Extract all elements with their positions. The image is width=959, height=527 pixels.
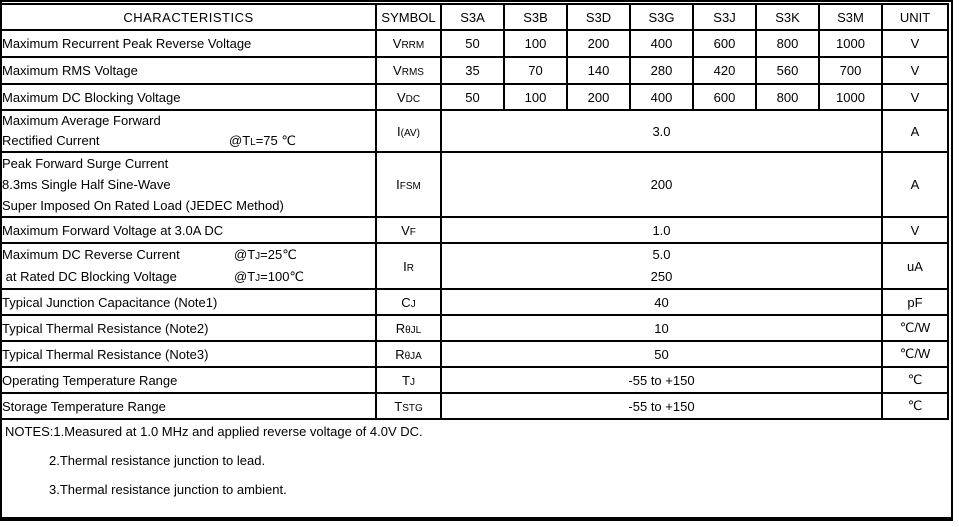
symbol-cell: IFSM bbox=[376, 152, 441, 217]
unit-cell: V bbox=[882, 30, 948, 57]
test-condition: @TJ=25℃ bbox=[234, 247, 297, 262]
value-cell: 35 bbox=[441, 57, 504, 84]
unit-cell: ℃/W bbox=[882, 315, 948, 341]
value-cell: 700 bbox=[819, 57, 882, 84]
unit-cell: ℃ bbox=[882, 393, 948, 419]
value-cell: 50 bbox=[441, 30, 504, 57]
characteristic-label: Storage Temperature Range bbox=[2, 393, 376, 419]
header-part-s3j: S3J bbox=[693, 4, 756, 30]
value-cell: 100 bbox=[504, 30, 567, 57]
unit-cell: pF bbox=[882, 289, 948, 315]
unit-cell: ℃ bbox=[882, 367, 948, 393]
header-part-s3a: S3A bbox=[441, 4, 504, 30]
symbol-cell: VDC bbox=[376, 84, 441, 110]
value-cell-span: 1.0 bbox=[441, 217, 882, 243]
symbol-cell: VRRM bbox=[376, 30, 441, 57]
value-cell-span: 200 bbox=[441, 152, 882, 217]
note-2: 2.Thermal resistance junction to lead. bbox=[49, 453, 266, 468]
test-condition: @TJ=100℃ bbox=[234, 269, 305, 284]
symbol-cell: TJ bbox=[376, 367, 441, 393]
symbol-cell: VF bbox=[376, 217, 441, 243]
value-cell: 600 bbox=[693, 84, 756, 110]
header-part-s3g: S3G bbox=[630, 4, 693, 30]
symbol-cell: I(AV) bbox=[376, 110, 441, 152]
table-row bbox=[2, 367, 948, 393]
value-cell: 420 bbox=[693, 57, 756, 84]
value-cell: 600 bbox=[693, 30, 756, 57]
table-row bbox=[2, 84, 948, 110]
value-cell-span: 5.0 250 bbox=[441, 243, 882, 289]
header-unit: UNIT bbox=[882, 4, 948, 30]
table-header-row bbox=[2, 4, 948, 30]
notes bbox=[5, 424, 423, 511]
note-3: 3.Thermal resistance junction to ambient. bbox=[49, 482, 287, 497]
table-row bbox=[2, 30, 948, 57]
value-cell-span: -55 to +150 bbox=[441, 367, 882, 393]
value-cell: 70 bbox=[504, 57, 567, 84]
value-cell-span: 3.0 bbox=[441, 110, 882, 152]
symbol-cell: RθJL bbox=[376, 315, 441, 341]
header-part-s3m: S3M bbox=[819, 4, 882, 30]
value-cell: 50 bbox=[441, 84, 504, 110]
symbol-cell: RθJA bbox=[376, 341, 441, 367]
value-cell-span: 40 bbox=[441, 289, 882, 315]
value-cell: 1000 bbox=[819, 30, 882, 57]
table-row bbox=[2, 393, 948, 419]
symbol-cell: TSTG bbox=[376, 393, 441, 419]
unit-cell: V bbox=[882, 57, 948, 84]
value-cell: 1000 bbox=[819, 84, 882, 110]
characteristic-label: Maximum Recurrent Peak Reverse Voltage bbox=[2, 30, 376, 57]
characteristic-label: Typical Thermal Resistance (Note3) bbox=[2, 341, 376, 367]
characteristic-label: Operating Temperature Range bbox=[2, 367, 376, 393]
unit-cell: V bbox=[882, 217, 948, 243]
table-row bbox=[2, 57, 948, 84]
characteristic-label: Maximum Average Forward Rectified Current @TL=75 ℃ bbox=[2, 110, 376, 152]
unit-cell: A bbox=[882, 152, 948, 217]
symbol-cell: VRMS bbox=[376, 57, 441, 84]
value-cell-span: -55 to +150 bbox=[441, 393, 882, 419]
characteristic-label: Maximum DC Reverse Current @TJ=25℃ at Rated DC Blocking Voltage @TJ=100℃ bbox=[2, 243, 376, 289]
symbol-cell: CJ bbox=[376, 289, 441, 315]
characteristic-label: Peak Forward Surge Current 8.3ms Single Half Sine-Wave Super Imposed On Rated Load (JEDEC Method) bbox=[2, 152, 376, 217]
value-cell: 800 bbox=[756, 84, 819, 110]
ratings-table bbox=[2, 3, 949, 420]
table-row bbox=[2, 217, 948, 243]
unit-cell: A bbox=[882, 110, 948, 152]
characteristic-label: Typical Junction Capacitance (Note1) bbox=[2, 289, 376, 315]
symbol-cell: IR bbox=[376, 243, 441, 289]
table-row bbox=[2, 243, 948, 289]
value-cell: 140 bbox=[567, 57, 630, 84]
unit-cell: ℃/W bbox=[882, 341, 948, 367]
table-row bbox=[2, 152, 948, 217]
note-1: NOTES:1.Measured at 1.0 MHz and applied reverse voltage of 4.0V DC. bbox=[5, 424, 423, 439]
table-row bbox=[2, 315, 948, 341]
header-symbol: SYMBOL bbox=[376, 4, 441, 30]
unit-cell: uA bbox=[882, 243, 948, 289]
characteristic-label: Maximum Forward Voltage at 3.0A DC bbox=[2, 217, 376, 243]
table-row bbox=[2, 341, 948, 367]
value-cell: 800 bbox=[756, 30, 819, 57]
table-row bbox=[2, 110, 948, 152]
value-cell: 200 bbox=[567, 84, 630, 110]
header-characteristics: CHARACTERISTICS bbox=[2, 4, 376, 30]
characteristic-label: Maximum RMS Voltage bbox=[2, 57, 376, 84]
header-part-s3b: S3B bbox=[504, 4, 567, 30]
value-cell: 280 bbox=[630, 57, 693, 84]
value-cell: 200 bbox=[567, 30, 630, 57]
test-condition: @TL=75 ℃ bbox=[229, 133, 296, 148]
table-row bbox=[2, 289, 948, 315]
value-cell: 400 bbox=[630, 30, 693, 57]
value-cell-span: 50 bbox=[441, 341, 882, 367]
header-part-s3k: S3K bbox=[756, 4, 819, 30]
value-cell: 100 bbox=[504, 84, 567, 110]
characteristic-label: Typical Thermal Resistance (Note2) bbox=[2, 315, 376, 341]
characteristic-label: Maximum DC Blocking Voltage bbox=[2, 84, 376, 110]
unit-cell: V bbox=[882, 84, 948, 110]
value-cell: 560 bbox=[756, 57, 819, 84]
value-cell-span: 10 bbox=[441, 315, 882, 341]
header-part-s3d: S3D bbox=[567, 4, 630, 30]
value-cell: 400 bbox=[630, 84, 693, 110]
